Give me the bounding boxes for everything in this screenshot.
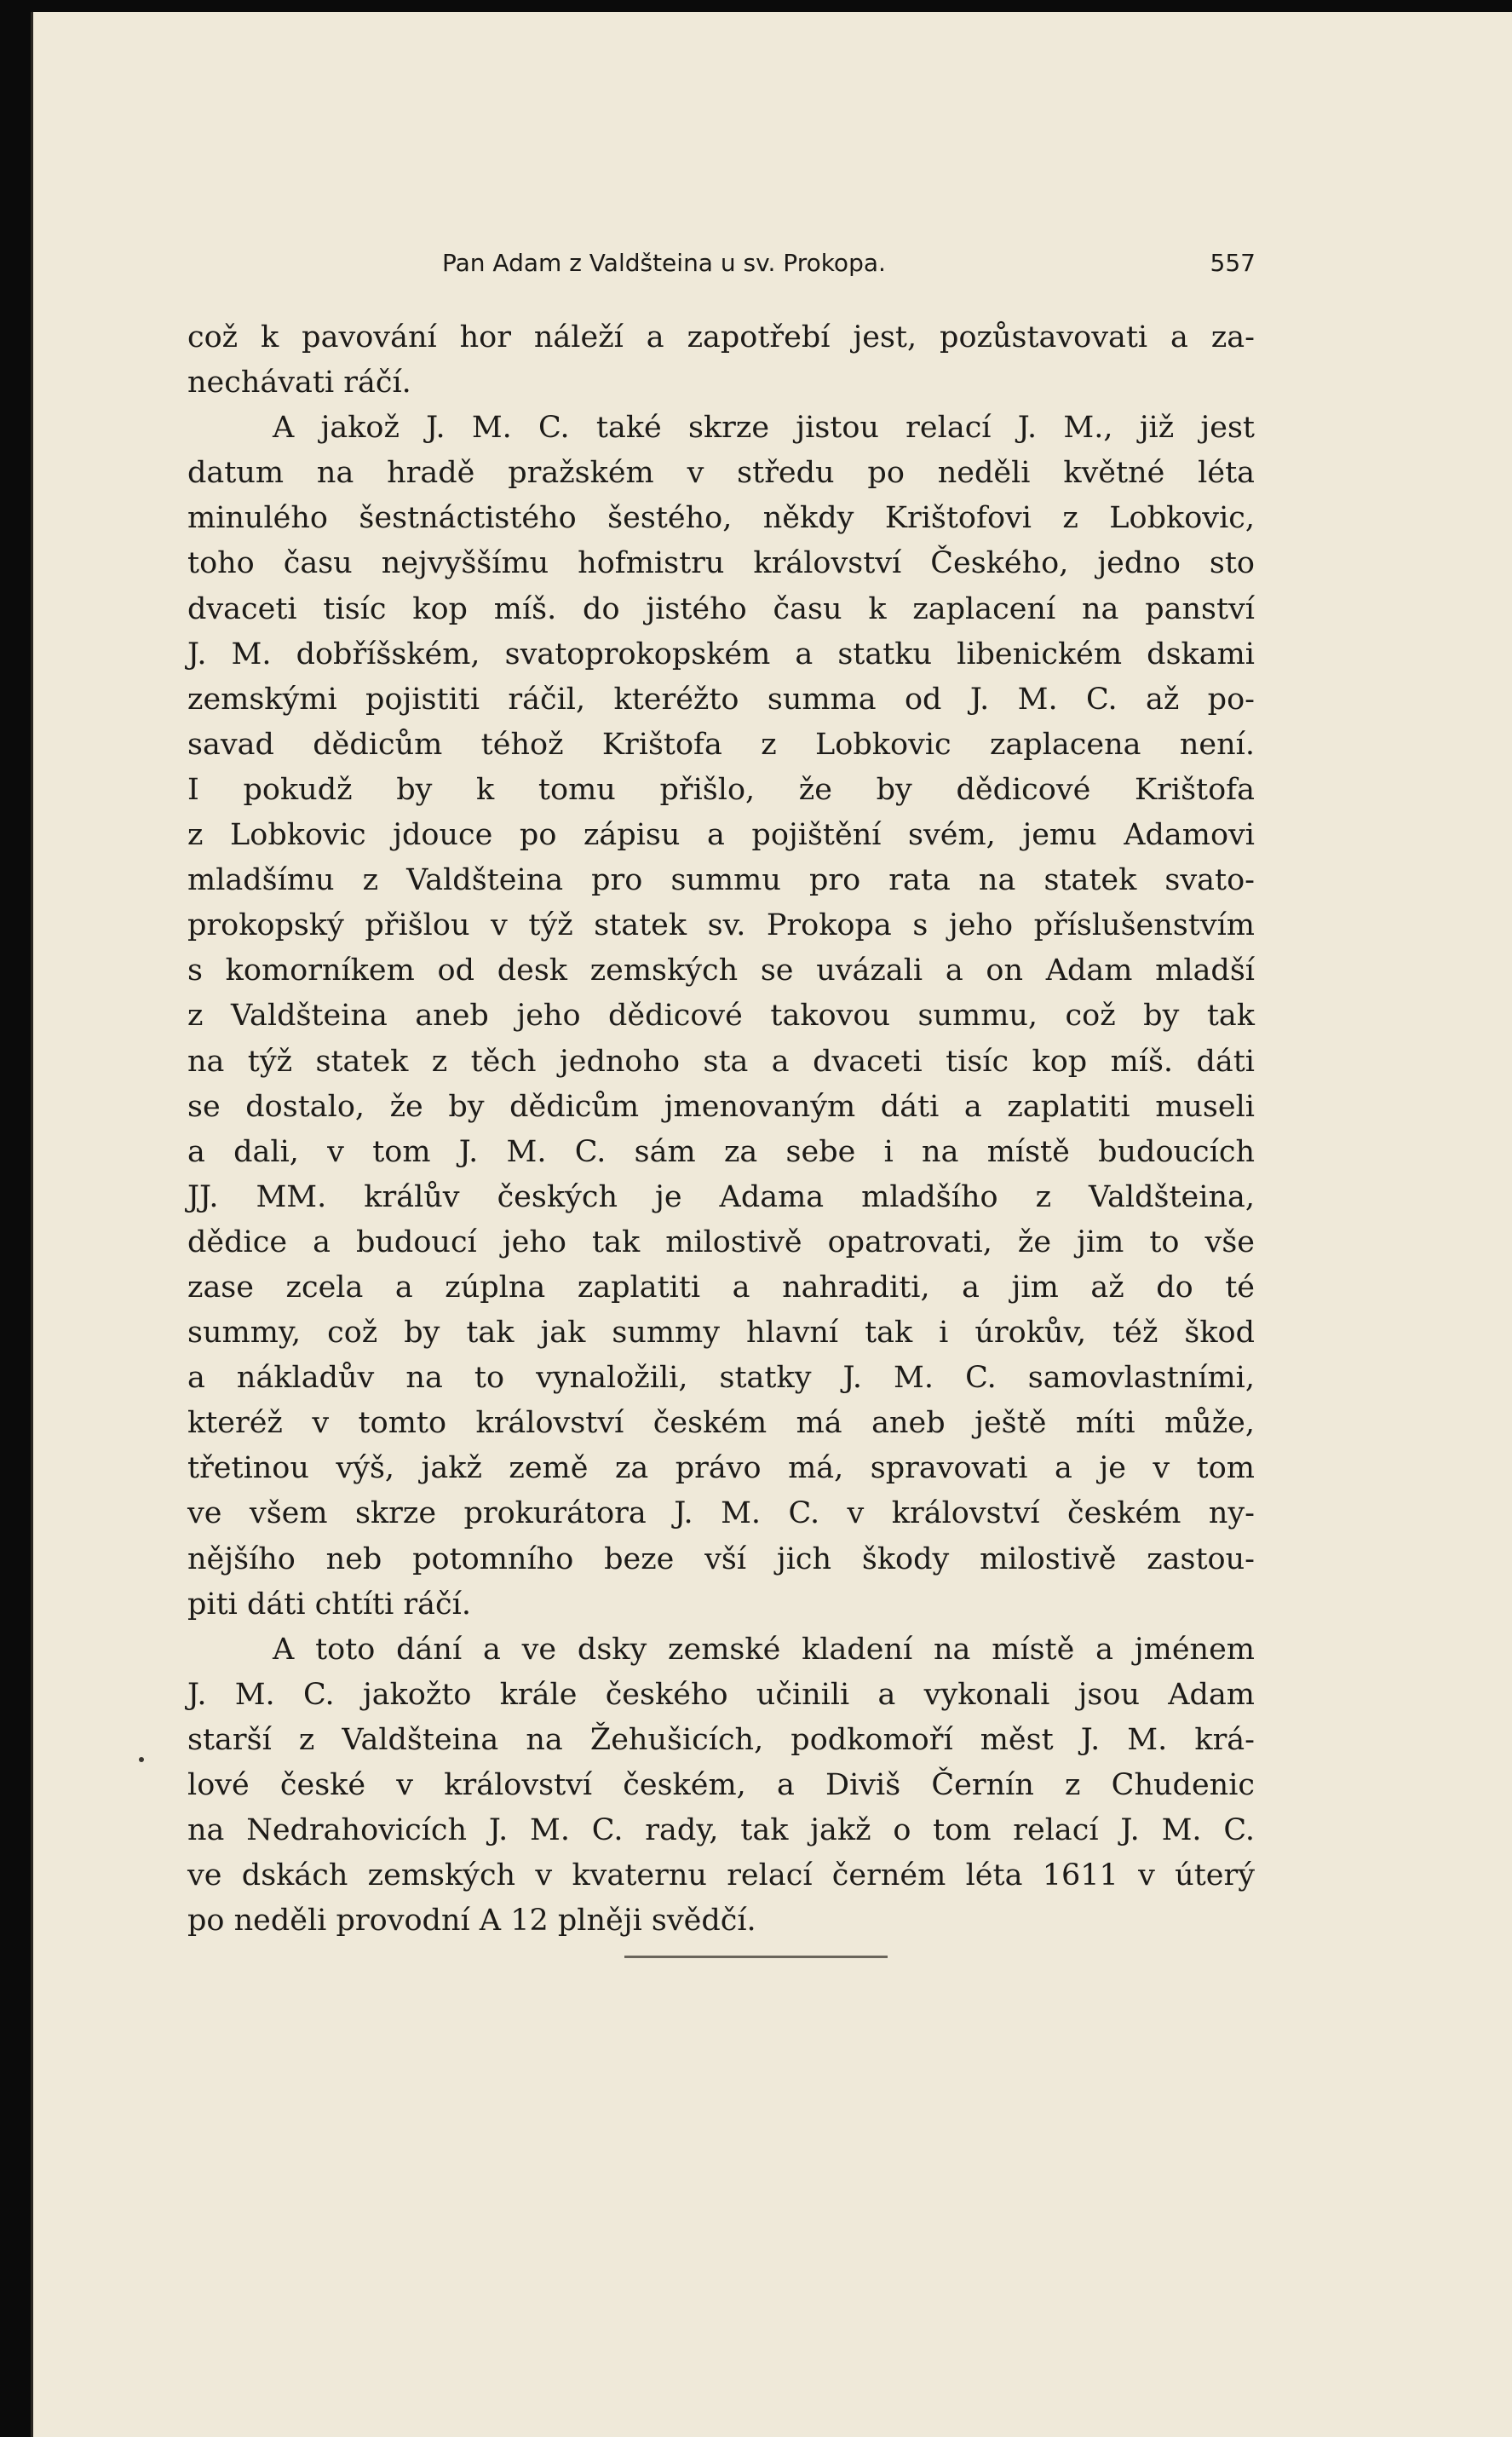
text-line: piti dáti chtíti ráčí. — [187, 1587, 471, 1622]
text-line: třetinou výš, jakž země za právo má, spravovati a je v tom — [187, 1451, 1255, 1486]
text-line: a nákladův na to vynaložili, statky J. M. C. samovlastními, — [187, 1361, 1255, 1396]
text-line: prokopský přišlou v týž statek sv. Prokopa s jeho příslušenstvím — [187, 908, 1255, 943]
text-line: zemskými pojistiti ráčil, kteréžto summa od J. M. C. až po- — [187, 682, 1255, 717]
text-line: kteréž v tomto království českém má aneb ještě míti může, — [187, 1406, 1255, 1441]
page-gutter-line — [31, 12, 33, 2437]
book-binding-edge — [0, 0, 31, 2437]
text-line: nechávati ráčí. — [187, 366, 411, 400]
body-text — [187, 315, 1255, 1944]
text-line: toho času nejvyššímu hofmistru království Českého, jedno sto — [187, 546, 1255, 581]
text-line: což k pavování hor náleží a zapotřebí jest, pozůstavovati a za- — [187, 320, 1255, 354]
text-line: ve všem skrze prokurátora J. M. C. v království českém ny- — [187, 1496, 1255, 1531]
running-title: Pan Adam z Valdšteina u sv. Prokopa. — [442, 249, 886, 277]
text-line: mladšímu z Valdšteina pro summu pro rata na statek svato- — [187, 863, 1255, 898]
margin-dot — [139, 1757, 144, 1762]
text-line: lové české v království českém, a Diviš Černín z Chudenic — [187, 1768, 1255, 1802]
text-line: a dali, v tom J. M. C. sám za sebe i na místě budoucích — [187, 1134, 1255, 1169]
text-line: z Valdšteina aneb jeho dědicové takovou summu, což by tak — [187, 999, 1255, 1034]
text-line: summy, což by tak jak summy hlavní tak i úrokův, též škod — [187, 1316, 1255, 1351]
text-line: JJ. MM. králův českých je Adama mladšího z Valdšteina, — [187, 1179, 1255, 1214]
text-line: nějšího neb potomního beze vší jich škody milostivě zastou- — [187, 1541, 1255, 1576]
text-line: zase zcela a zúplna zaplatiti a nahraditi, a jim až do té — [187, 1270, 1255, 1305]
text-line: I pokudž by k tomu přišlo, že by dědicové Krištofa — [187, 772, 1255, 807]
running-header — [442, 244, 1256, 281]
text-line: po neděli provodní A 12 plněji svědčí. — [187, 1904, 756, 1939]
text-line: minulého šestnáctistého šestého, někdy Krištofovi z Lobkovic, — [187, 501, 1255, 536]
text-line: se dostalo, že by dědicům jmenovaným dáti a zaplatiti museli — [187, 1089, 1255, 1124]
text-line: ve dskách zemských v kvaternu relací černém léta 1611 v úterý — [187, 1858, 1255, 1893]
text-line: savad dědicům téhož Krištofa z Lobkovic zaplacena není. — [187, 727, 1255, 762]
text-line: na Nedrahovicích J. M. C. rady, tak jakž o tom relací J. M. C. — [187, 1813, 1255, 1848]
text-line: s komorníkem od desk zemských se uvázali a on Adam mladší — [187, 953, 1255, 988]
section-end-rule — [624, 1956, 888, 1958]
text-line: datum na hradě pražském v středu po neděli květné léta — [187, 456, 1255, 491]
text-line: J. M. dobříšském, svatoprokopském a statku libenickém dskami — [187, 637, 1255, 671]
text-line: A toto dání a ve dsky zemské kladení na místě a jménem — [273, 1632, 1255, 1667]
text-line: A jakož J. M. C. také skrze jistou relací J. M., již jest — [273, 411, 1255, 446]
page-number: 557 — [1210, 249, 1256, 277]
text-line: starší z Valdšteina na Žehušicích, podkomoří měst J. M. krá- — [187, 1722, 1255, 1757]
text-line: dvaceti tisíc kop míš. do jistého času k zaplacení na panství — [187, 591, 1255, 626]
text-line: z Lobkovic jdouce po zápisu a pojištění svém, jemu Adamovi — [187, 818, 1255, 853]
text-line: dědice a budoucí jeho tak milostivě opatrovati, že jim to vše — [187, 1224, 1255, 1259]
text-line: na týž statek z těch jednoho sta a dvaceti tisíc kop míš. dáti — [187, 1044, 1255, 1079]
text-line: J. M. C. jakožto krále českého učinili a vykonali jsou Adam — [187, 1677, 1255, 1712]
